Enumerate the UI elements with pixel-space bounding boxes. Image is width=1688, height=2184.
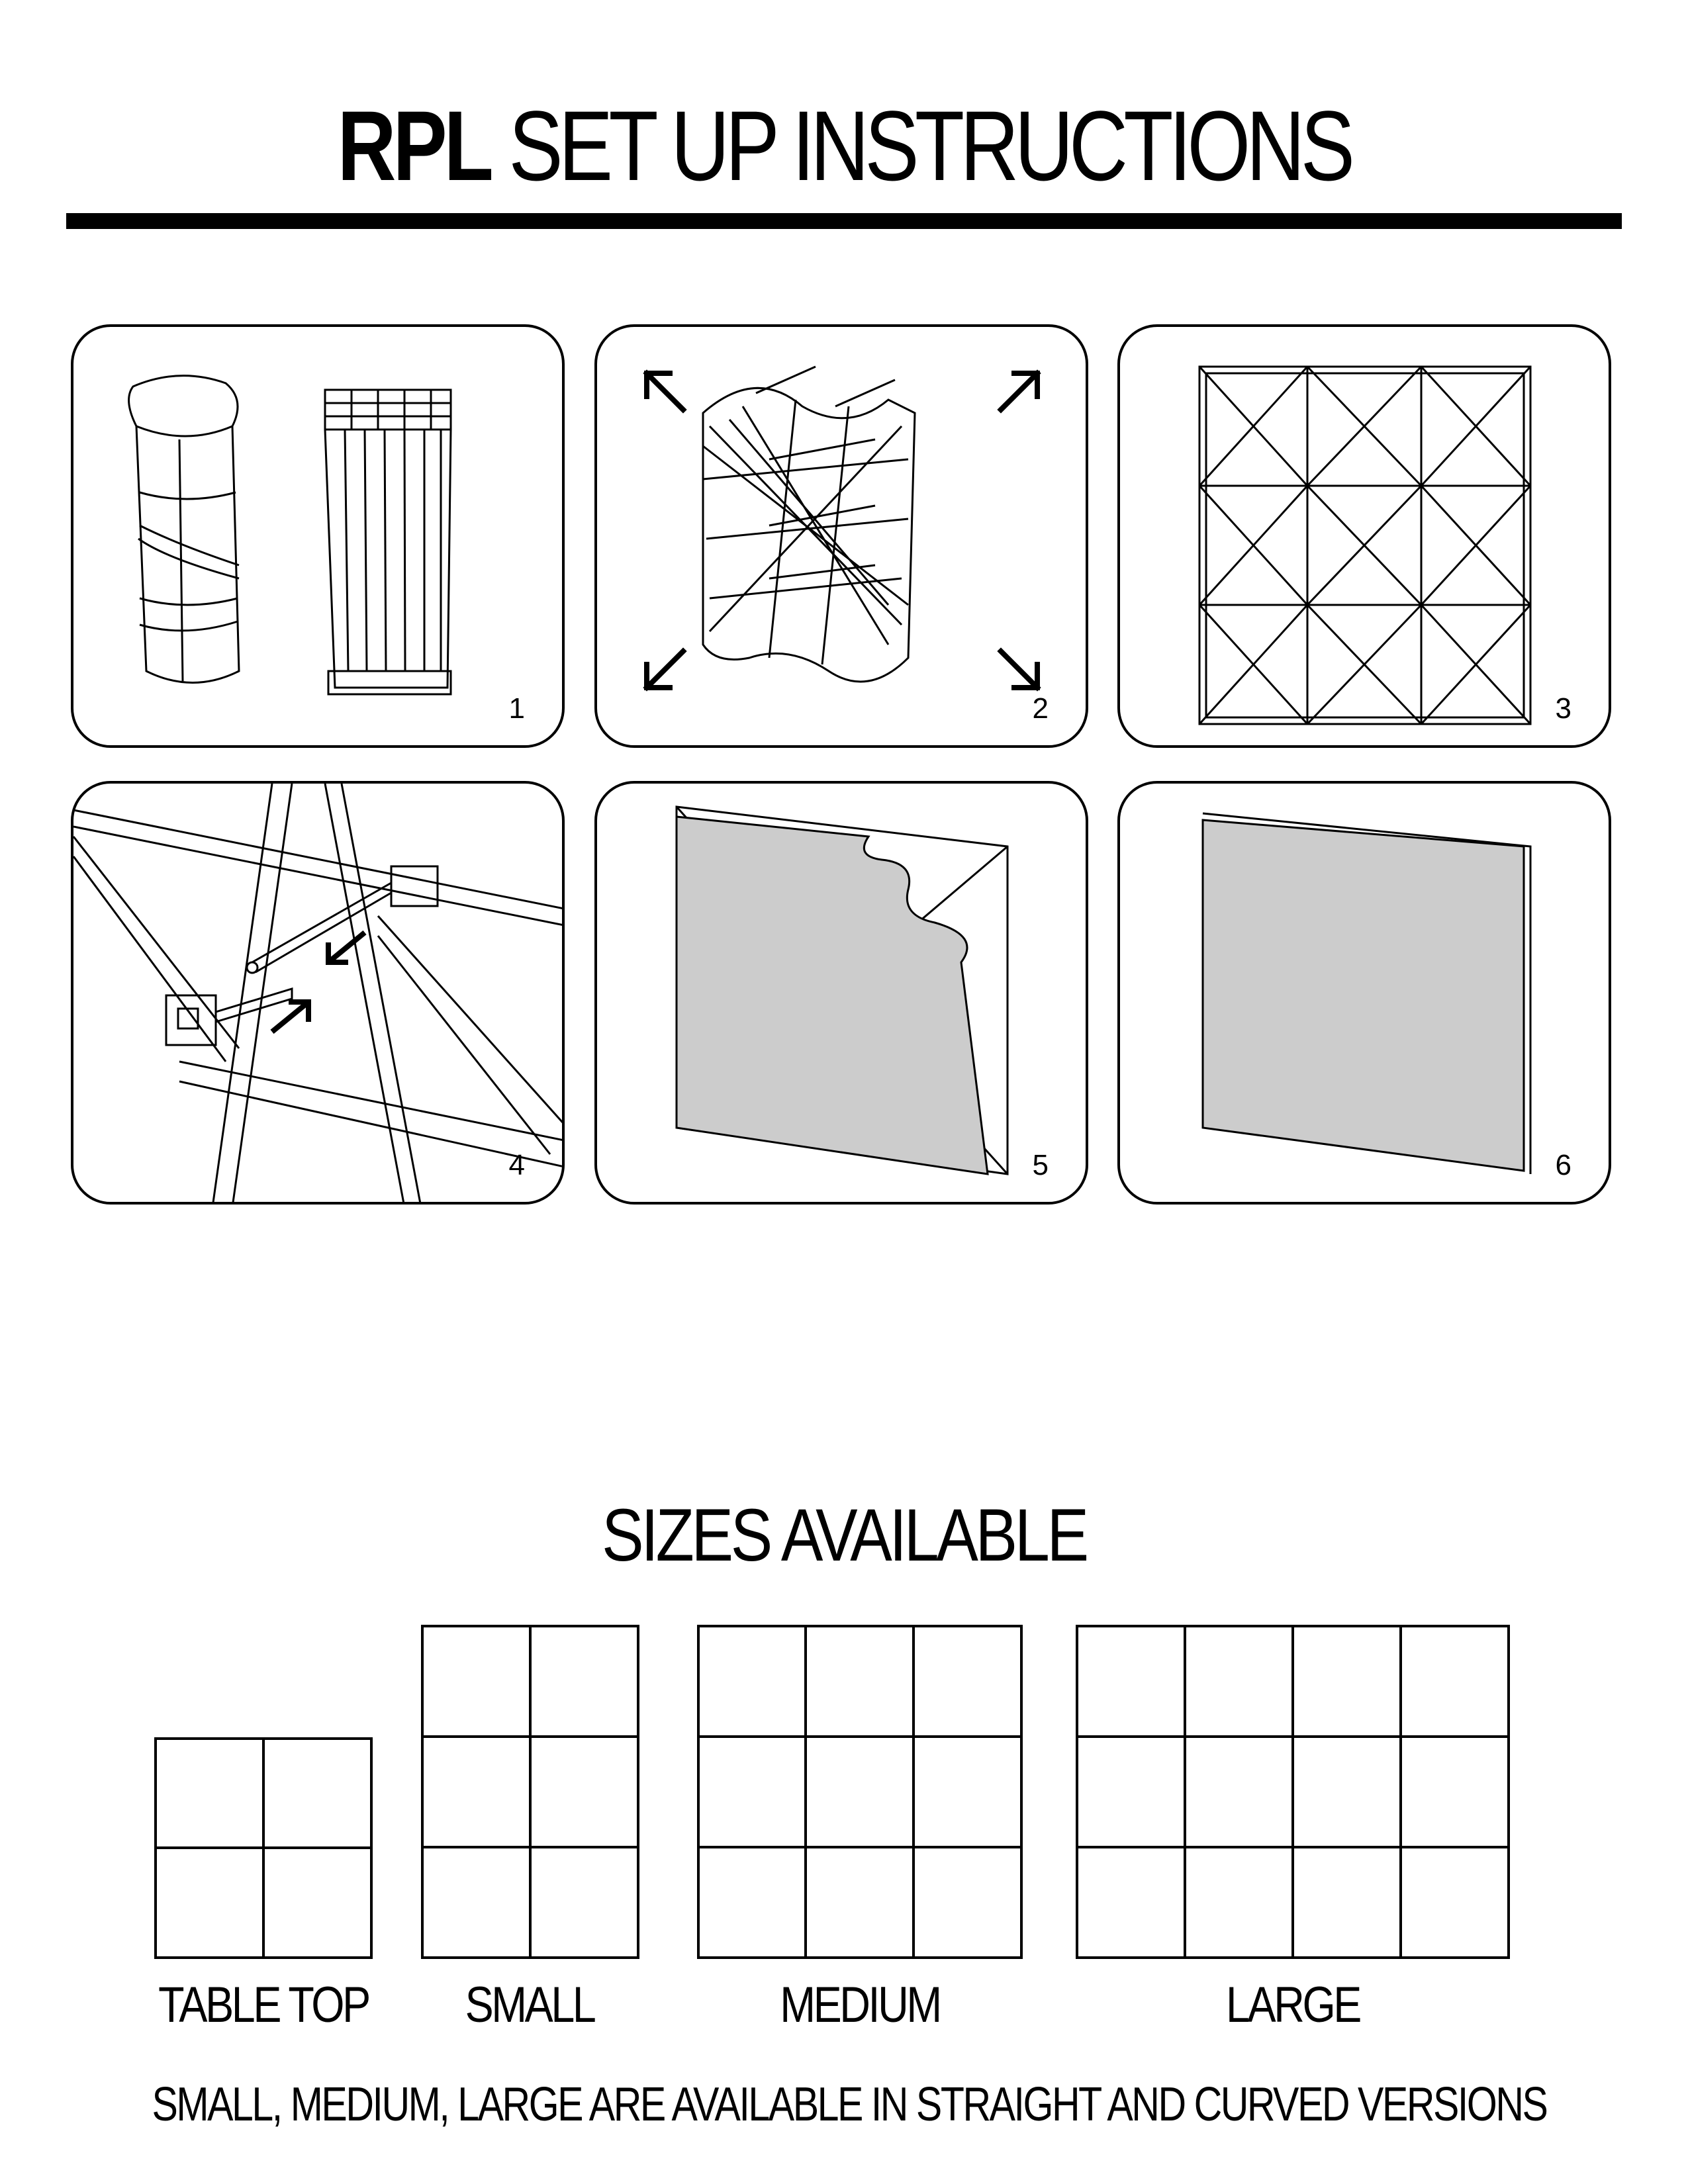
size-label-small: SMALL [465, 1977, 594, 2033]
header-divider [66, 213, 1622, 229]
illustration-connector-detail [73, 784, 565, 1205]
illustration-attaching-graphic [597, 784, 1088, 1205]
step-panel-5 [594, 781, 1088, 1205]
page-title [152, 90, 1536, 201]
illustration-completed-display [1120, 784, 1611, 1205]
step-number: 5 [1032, 1149, 1049, 1181]
step-number: 1 [508, 692, 525, 725]
size-grid-medium [697, 1625, 1023, 1959]
title-text: SET UP INSTRUCTIONS [508, 90, 1351, 201]
step-panel-3 [1117, 324, 1611, 748]
size-label-large: LARGE [1225, 1977, 1360, 2033]
title-brand: RPL [337, 90, 491, 201]
size-label-medium: MEDIUM [780, 1977, 940, 2033]
step-panel-1 [71, 324, 565, 748]
illustration-expanded-frame [1120, 327, 1611, 748]
step-panel-4 [71, 781, 565, 1205]
size-grid-large [1076, 1625, 1510, 1959]
illustration-folded-frame [73, 327, 565, 748]
sizes-title: SIZES AVAILABLE [602, 1494, 1086, 1576]
step-number: 6 [1555, 1149, 1571, 1181]
size-grid-small [421, 1625, 639, 1959]
step-number: 2 [1032, 692, 1049, 725]
size-label-table-top: TABLE TOP [158, 1977, 369, 2033]
versions-note: SMALL, MEDIUM, LARGE ARE AVAILABLE IN STRAIGHT AND CURVED VERSIONS [152, 2078, 1547, 2131]
illustration-expanding-frame [597, 327, 1088, 748]
step-panel-6 [1117, 781, 1611, 1205]
step-number: 4 [508, 1149, 525, 1181]
size-grid-table-top [154, 1737, 373, 1959]
step-number: 3 [1555, 692, 1571, 725]
step-panel-2 [594, 324, 1088, 748]
